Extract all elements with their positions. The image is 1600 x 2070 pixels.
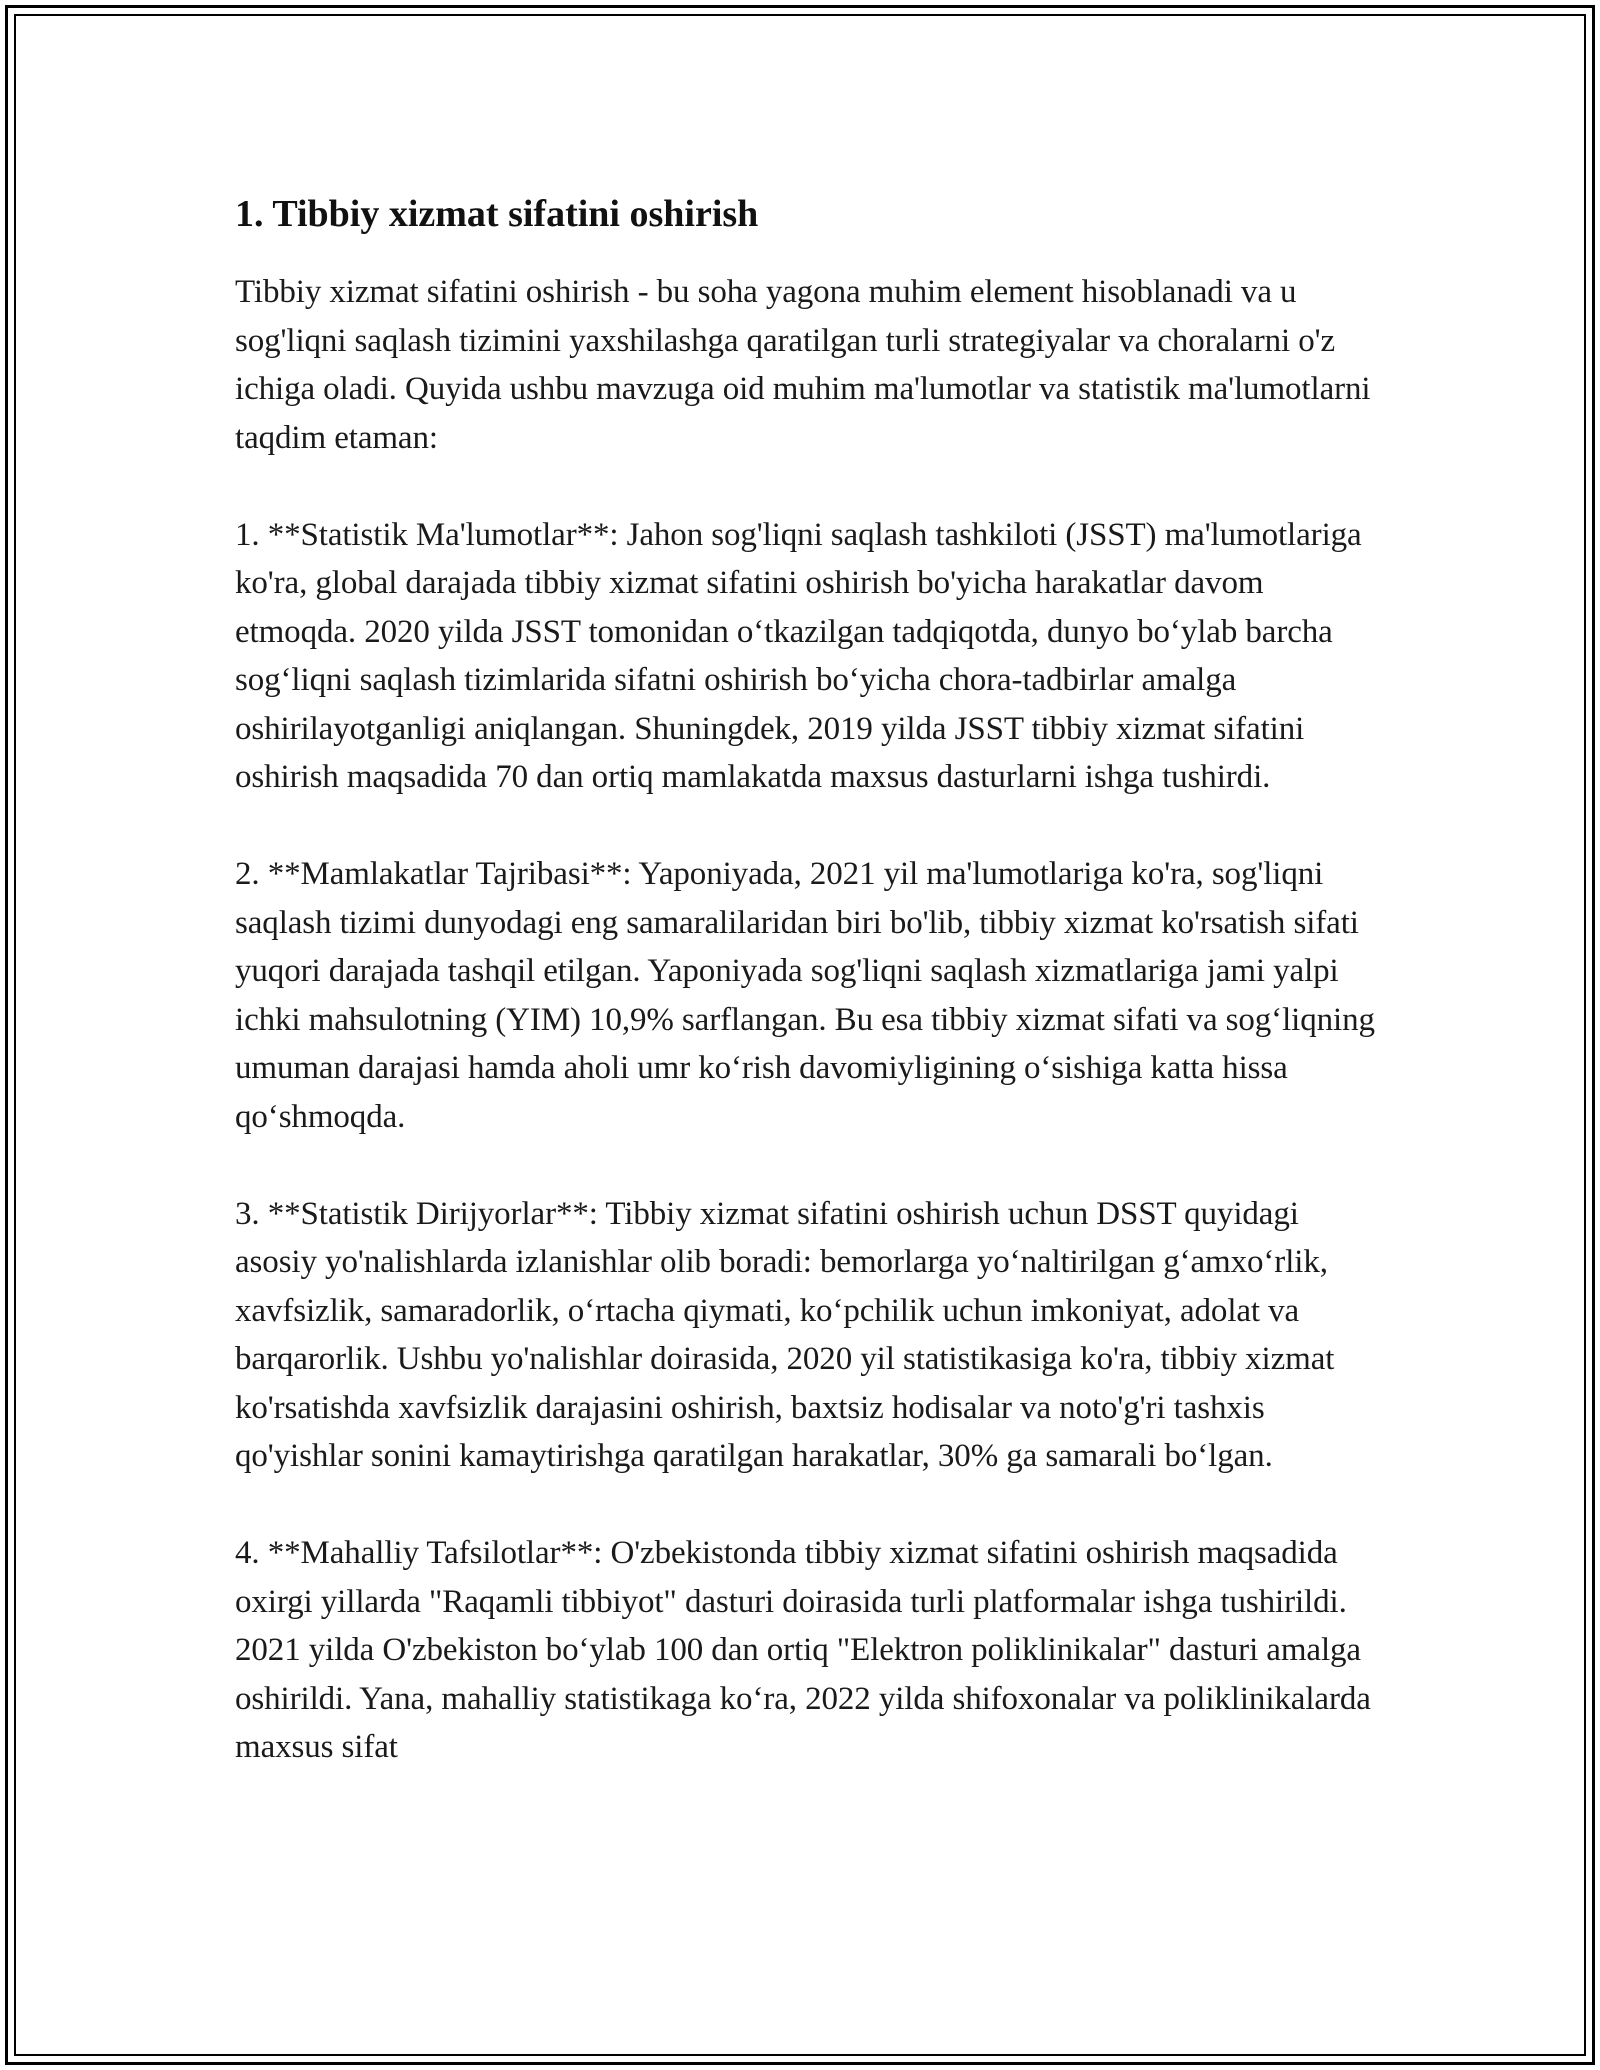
paragraph-statistik-dirijyorlar: 3. **Statistik Dirijyorlar**: Tibbiy xizmat sifatini oshirish uchun DSST quyidagi asosiy yo'nalishlarda izlanishlar olib boradi: bemorlarga yo‘naltirilgan g‘amxo‘rlik, xavfsizlik, samaradorlik, o‘rtacha qiymati, ko‘pchilik uchun imkoniyat, adolat va barqarorlik. Ushbu yo'nalishlar doirasida, 2020 yil statistikasiga ko'ra, tibbiy xizmat ko'rsatishda xavfsizlik darajasini oshirish, baxtsiz hodisalar va noto'g'ri tashxis qo'yishlar sonini kamaytirishga qaratilgan harakatlar, 30% ga samarali bo‘lgan. [235,1195,1335,1474]
document-title: 1. Tibbiy xizmat sifatini oshirish [235,193,759,235]
document-body [235,184,1385,1820]
paragraph-mahalliy-tafsilotlar: 4. **Mahalliy Tafsilotlar**: O'zbekistonda tibbiy xizmat sifatini oshirish maqsadida oxirgi yillarda "Raqamli tibbiyot" dasturi doirasida turli platformalar ishga tushirildi. 2021 yilda O'zbekiston bo‘ylab 100 dan ortiq "Elektron poliklinikalar" dasturi amalga oshirildi. Yana, mahalliy statistikaga ko‘ra, 2022 yilda shifoxonalar va poliklinikalarda maxsus sifat [235,1535,1371,1765]
paragraph-mamlakatlar-tajribasi: 2. **Mamlakatlar Tajribasi**: Yaponiyada, 2021 yil ma'lumotlariga ko'ra, sog'liqni saqlash tizimi dunyodagi eng samaralilaridan biri bo'lib, tibbiy xizmat ko'rsatish sifati yuqori darajada tashqil etilgan. Yaponiyada sog'liqni saqlash xizmatlariga jami yalpi ichki mahsulotning (YIM) 10,9% sarflangan. Bu esa tibbiy xizmat sifati va sog‘liqning umuman darajasi hamda aholi umr ko‘rish davomiyligining o‘sishiga katta hissa qo‘shmoqda. [235,856,1375,1135]
intro-paragraph: Tibbiy xizmat sifatini oshirish - bu soha yagona muhim element hisoblanadi va u sog'liqni saqlash tizimini yaxshilashga qaratilgan turli strategiyalar va choralarni o'z ichiga oladi. Quyida ushbu mavzuga oid muhim ma'lumotlar va statistik ma'lumotlarni taqdim etaman: [235,274,1371,456]
paragraph-statistik-malumotlar: 1. **Statistik Ma'lumotlar**: Jahon sog'liqni saqlash tashkiloti (JSST) ma'lumotlariga ko'ra, global darajada tibbiy xizmat sifatini oshirish bo'yicha harakatlar davom etmoqda. 2020 yilda JSST tomonidan o‘tkazilgan tadqiqotda, dunyo bo‘ylab barcha sog‘liqni saqlash tizimlarida sifatni oshirish bo‘yicha chora-tadbirlar amalga oshirilayotganligi aniqlangan. Shuningdek, 2019 yilda JSST tibbiy xizmat sifatini oshirish maqsadida 70 dan ortiq mamlakatda maxsus dasturlarni ishga tushirdi. [235,516,1362,795]
